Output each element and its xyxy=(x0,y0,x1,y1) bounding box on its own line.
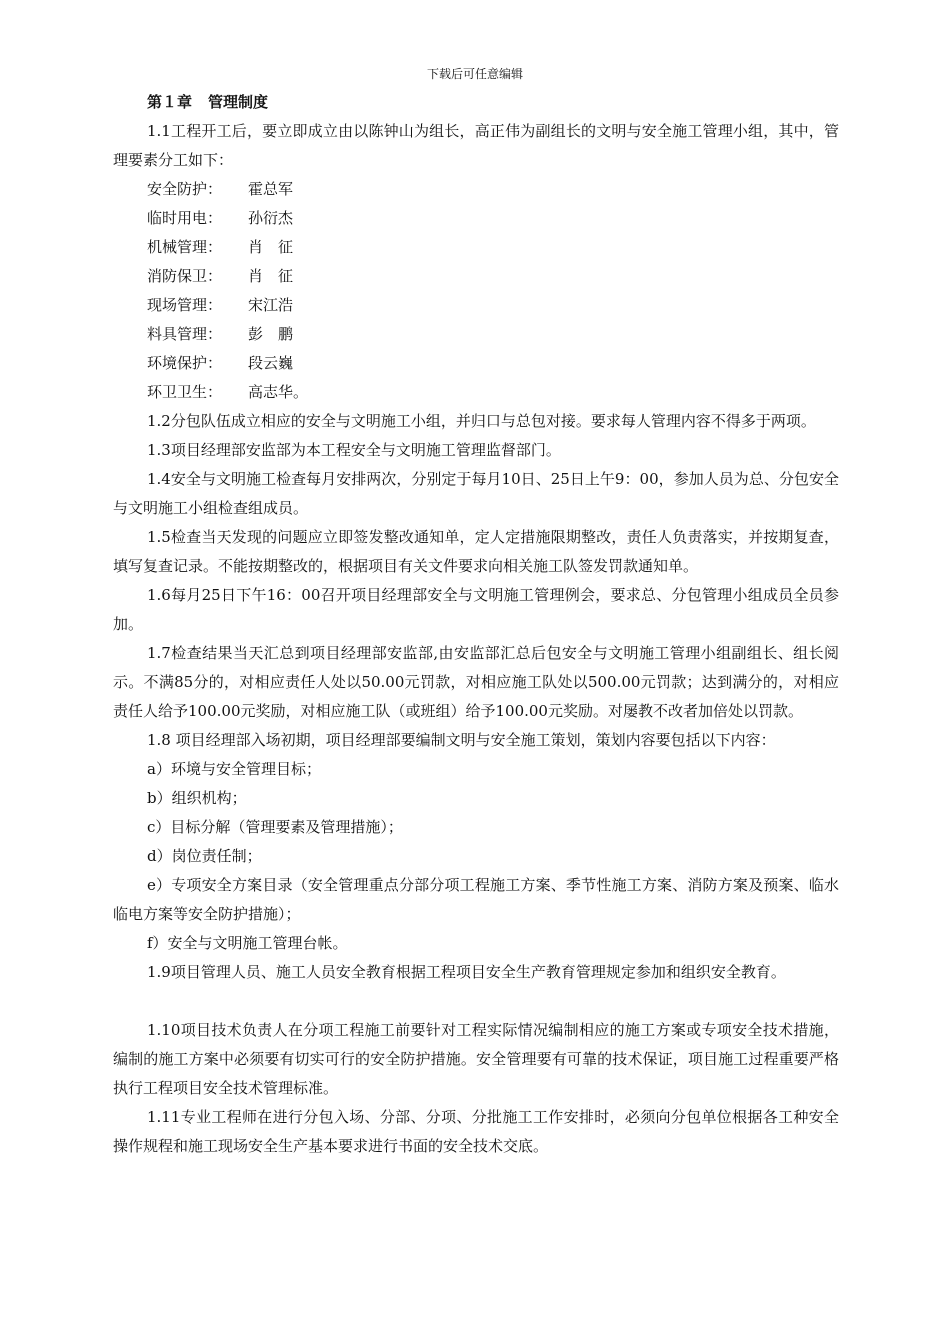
section-1-4: 1.4安全与文明施工检查每月安排两次，分别定于每月10日、25日上午9：00，参加人员为总、分包安全与文明施工小组检查组成员。 xyxy=(113,470,839,517)
section-1-2: 1.2分包队伍成立相应的安全与文明施工小组，并归口与总包对接。要求每人管理内容不得多于两项。 xyxy=(147,412,816,430)
section-1-11: 1.11专业工程师在进行分包入场、分部、分项、分批施工工作安排时，必须向分包单位根据各工种安全操作规程和施工现场安全生产基本要求进行书面的安全技术交底。 xyxy=(113,1108,839,1155)
role-label: 临时用电： xyxy=(147,209,223,227)
list-item: c）目标分解（管理要素及管理措施）； xyxy=(147,818,403,836)
role-item xyxy=(113,204,839,233)
role-item xyxy=(113,349,839,378)
role-person: 高志华。 xyxy=(248,383,309,401)
chapter-heading xyxy=(113,88,839,117)
blank-line xyxy=(113,987,839,1016)
section-1-5: 1.5检查当天发现的问题应立即签发整改通知单，定人定措施限期整改，责任人负责落实，并按期复查，填写复查记录。不能按期整改的，根据项目有关文件要求向相关施工队签发罚款通知单。 xyxy=(113,528,839,575)
list-item: e）专项安全方案目录（安全管理重点分部分项工程施工方案、季节性施工方案、消防方案及预案、临水临电方案等安全防护措施）； xyxy=(113,876,839,923)
list-item: a）环境与安全管理目标； xyxy=(147,760,321,778)
role-label: 安全防护： xyxy=(147,180,223,198)
role-label: 机械管理： xyxy=(147,238,223,256)
role-person: 段云巍 xyxy=(248,354,294,372)
role-item xyxy=(113,175,839,204)
section-1-7: 1.7检查结果当天汇总到项目经理部安监部,由安监部汇总后包安全与文明施工管理小组副组长、组长阅示。不满85分的，对相应责任人处以50.00元罚款，对相应施工队处以500.00元罚款；达到满分的，对相应责任人给予100.00元奖励，对相应施工队（或班组）给予100.00元奖励。对屡教不改者加倍处以罚款。 xyxy=(113,644,839,720)
chapter-number: 第１章 xyxy=(147,93,193,111)
role-person: 肖 征 xyxy=(248,267,294,285)
list-item: d）岗位责任制； xyxy=(147,847,262,865)
role-person: 肖 征 xyxy=(248,238,294,256)
role-item xyxy=(113,320,839,349)
planning-items-list xyxy=(113,755,839,958)
role-label: 消防保卫： xyxy=(147,267,223,285)
role-person: 彭 鹏 xyxy=(248,325,294,343)
role-label: 现场管理： xyxy=(147,296,223,314)
role-assignment-list xyxy=(113,175,839,407)
role-item xyxy=(113,233,839,262)
list-item: b）组织机构； xyxy=(147,789,247,807)
chapter-title: 管理制度 xyxy=(208,93,269,111)
role-label: 环卫卫生： xyxy=(147,383,223,401)
role-label: 料具管理： xyxy=(147,325,223,343)
section-1-3: 1.3项目经理部安监部为本工程安全与文明施工管理监督部门。 xyxy=(147,441,561,459)
header-note: 下载后可任意编辑 xyxy=(426,67,523,81)
section-1-6: 1.6每月25日下午16：00召开项目经理部安全与文明施工管理例会，要求总、分包管理小组成员全员参加。 xyxy=(113,586,839,633)
section-1-9: 1.9项目管理人员、施工人员安全教育根据工程项目安全生产教育管理规定参加和组织安全教育。 xyxy=(147,963,786,981)
role-person: 孙衍杰 xyxy=(248,209,294,227)
document-body xyxy=(113,88,839,1161)
list-item: f）安全与文明施工管理台帐。 xyxy=(147,934,348,952)
section-1-1: 1.1工程开工后，要立即成立由以陈钟山为组长，高正伟为副组长的文明与安全施工管理小组，其中，管理要素分工如下： xyxy=(113,122,839,169)
role-person: 宋江浩 xyxy=(248,296,294,314)
role-item xyxy=(113,291,839,320)
role-item xyxy=(113,378,839,407)
role-item xyxy=(113,262,839,291)
section-1-10: 1.10项目技术负责人在分项工程施工前要针对工程实际情况编制相应的施工方案或专项安全技术措施，编制的施工方案中必须要有切实可行的安全防护措施。安全管理要有可靠的技术保证，项目施工过程重要严格执行工程项目安全技术管理标准。 xyxy=(113,1021,839,1097)
role-label: 环境保护： xyxy=(147,354,223,372)
section-1-8: 1.8 项目经理部入场初期，项目经理部要编制文明与安全施工策划，策划内容要包括以下内容： xyxy=(147,731,776,749)
role-person: 霍总军 xyxy=(248,180,294,198)
